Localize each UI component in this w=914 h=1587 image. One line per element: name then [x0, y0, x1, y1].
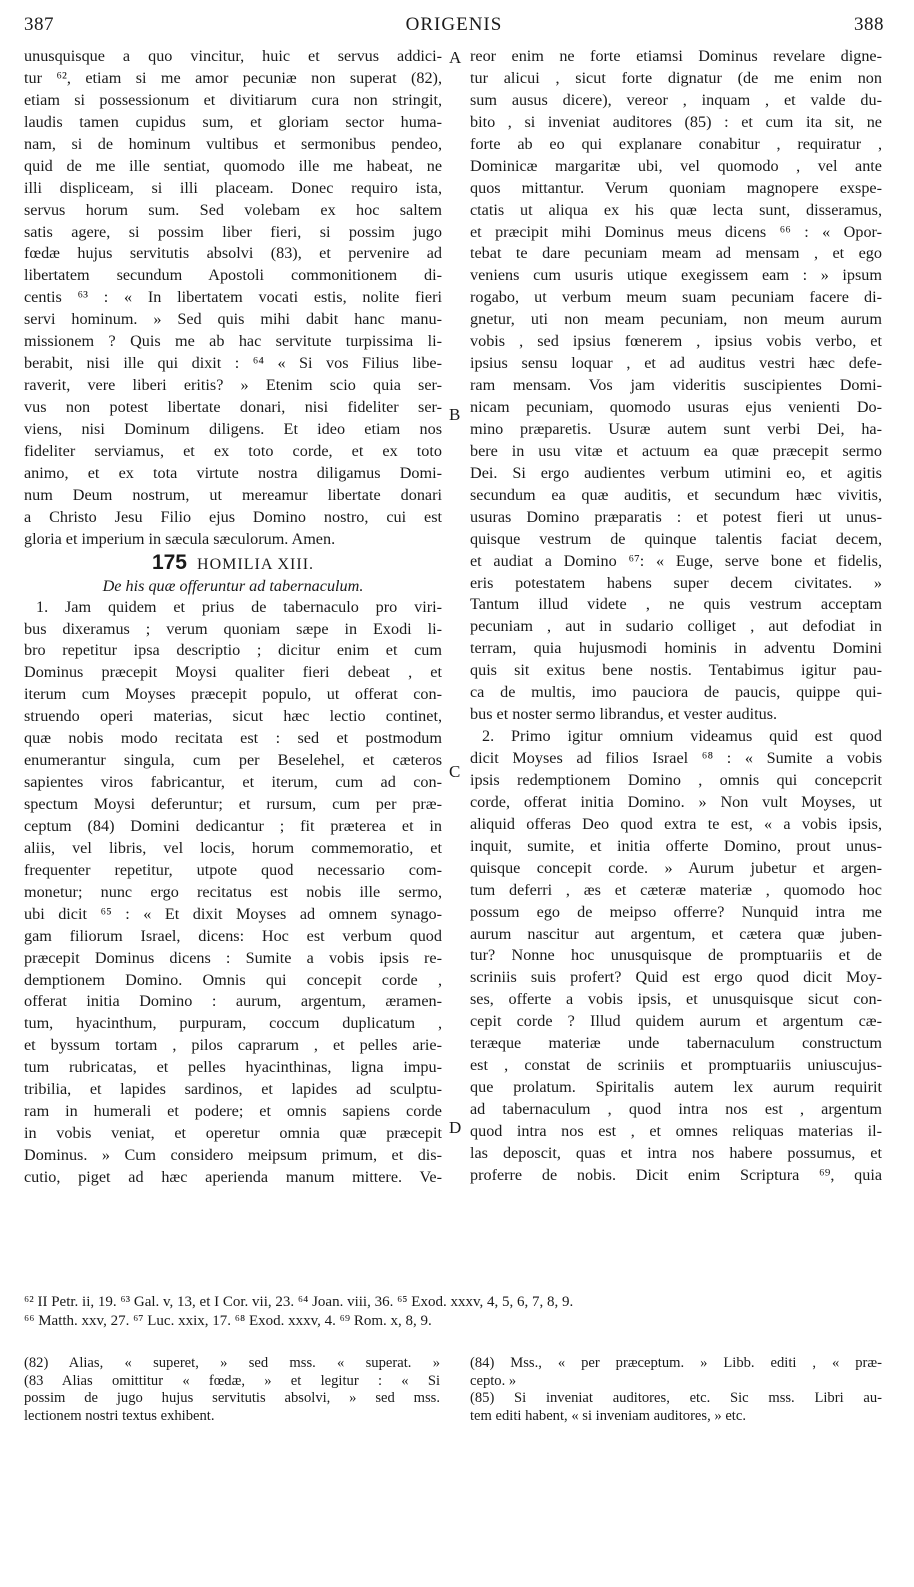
margin-letter-d: D: [449, 1118, 462, 1137]
text-line: nicam pecuniam, quomodo usuras ejus venienti Do-: [470, 398, 882, 416]
text-line: fideliter serviamus, et ex toto corde, et ex toto: [24, 441, 442, 460]
text-line: tum rubricatas, et pelles hyacinthinas, ligna impu-: [24, 1058, 442, 1077]
left-column: [24, 46, 442, 1189]
text-line: offerat initia Domino : aurum, argentum, æramen-: [24, 992, 442, 1011]
text-line: fœdæ hujus servitutis absolvi (83), et pervenire ad: [24, 244, 442, 263]
text-line: ad tabernaculum , quod intra nos est , argentum: [470, 1100, 882, 1118]
text-line: tur ⁶², etiam si me amor pecuniæ non superat (82),: [24, 68, 442, 87]
text-line: terram, quia hujusmodi hominis in adventu Domini: [470, 639, 882, 658]
text-line: unusquisque a quo vincitur, huic et servus addici-: [24, 47, 442, 65]
text-line: et præcipit mihi Dominus meus dicens ⁶⁶ : « Opor-: [470, 222, 882, 241]
text-line: illi displiceam, si illi placeam. Donec requiro ista,: [24, 178, 442, 197]
text-line: quæ nobis modo recitata est : sed et postmodum: [24, 729, 442, 748]
text-line: possum ego de meipso offerre? Nunquid intra me: [470, 902, 882, 921]
text-line: ipsis redemptionem Domino , omnis qui concepcrit: [470, 770, 882, 789]
text-line: Tantum illud videte , ne quis vestrum acceptam: [470, 595, 882, 614]
text-line: ca de multis, imo pauciora de paucis, quippe qui-: [470, 683, 882, 702]
text-line: pecuniam , aut in sudario colliget , aut defodiat in: [470, 617, 882, 636]
text-line: bito , si inveniat auditores (85) : et cum ita sit, ne: [470, 112, 882, 131]
text-line: tur? Nonne hoc unusquisque de promptuariis et de: [470, 946, 882, 965]
right-paragraph-2: [470, 726, 882, 1187]
text-line: Dei. Si ergo audientes verbum utimini eo, et agitis: [470, 463, 882, 482]
text-line: quisque vestrum de quinque talentis faciat decem,: [470, 529, 882, 548]
text-line: bus et noster sermo librandus, et vester auditus.: [470, 705, 778, 724]
text-line: missionem ? Quis me ab hac servitute turpissima li-: [24, 332, 442, 351]
text-line: Dominus præcepit Moysi qualiter fieri debeat , et: [24, 663, 442, 682]
text-line: sum ausus dicere), vereor , inquam , et valde du-: [470, 90, 882, 109]
text-line: cutio, piget ad hæc aperienda manum mittere. Ve-: [24, 1167, 442, 1186]
right-column: [470, 46, 882, 1187]
homily-heading: [24, 551, 442, 575]
text-line: teræque materiæ unde tabernaculum constructum: [470, 1034, 882, 1053]
text-line: quisque concepit corde. » Aurum jubetur et argen-: [470, 858, 882, 877]
text-line: ram in humerali et podere; et omnis sapiens corde: [24, 1102, 442, 1121]
text-line: ceptum (84) Domini dedicantur ; fit præterea et in: [24, 816, 442, 835]
text-line: vobis , sed ipsius fœnerem , ipsius vobis verbo, et: [470, 332, 882, 351]
text-line: sapientes viros fabricantur, et iterum, cum ad con-: [24, 773, 442, 792]
text-line: quid de me ille sentiat, quomodo ille me habeat, ne: [24, 156, 442, 175]
running-head: [24, 14, 884, 40]
text-line: servi hominum. » Sed quis mihi dabit hanc manu-: [24, 310, 442, 329]
note-line: (85) Si inveniat auditores, etc. Sic mss. Libri au-: [470, 1390, 882, 1406]
text-line: bus dixeramus ; verum quoniam sæpe in Exodi li-: [24, 619, 442, 638]
text-line: tribilia, et lapides sardinos, et lapides ad sculptu-: [24, 1080, 442, 1099]
text-line: veniens cum usuris utique exegissem eam : » ipsum: [470, 266, 882, 285]
margin-letter-a: A: [449, 48, 462, 67]
homily-title: HOMILIA XIII.: [197, 555, 315, 573]
text-line: quod intra nos est , et omnes reliquas materias il-: [470, 1121, 882, 1140]
note-line: tem editi habent, « si inveniam auditores, » etc.: [470, 1407, 746, 1424]
note-line: (83 Alias omittitur « fœdæ, » et legitur : « Si: [24, 1372, 440, 1389]
text-line: inquit, sumite, et initia offerte Domino, prout unus-: [470, 836, 882, 855]
text-line: spectum Moysi deferuntur; et rursum, cum per præ-: [24, 795, 442, 813]
text-line: vus non potest libertate donari, nisi fideliter ser-: [24, 398, 442, 416]
footnote-line: ⁶⁶ Matth. xxv, 27. ⁶⁷ Luc. xxix, 17. ⁶⁸ Exod. xxxv, 4. ⁶⁹ Rom. x, 8, 9.: [24, 1313, 432, 1329]
text-line: tebat te dare pecuniam meam ad mensam , et ego: [470, 244, 882, 263]
text-line: Dominus. » Cum considero meipsum primum, et dis-: [24, 1146, 442, 1164]
note-line: lectionem nostri textus exhibent.: [24, 1407, 215, 1424]
note-line: cepto. »: [470, 1372, 517, 1389]
text-line: ram mensam. Vos jam videritis suscipientes Domi-: [470, 376, 882, 395]
text-line: aliis, vel libris, vel locis, horum commemoratio, et: [24, 838, 442, 857]
text-line: tum deferri , æs et cæteræ materiæ , quomodo hoc: [470, 880, 882, 899]
text-line: est , constat de scriniis et promptuariis uniuscujus-: [470, 1056, 882, 1075]
text-line: animo, et ex tota virtute nostra diligamus Domi-: [24, 463, 442, 482]
text-line: et byssum tortam , pilos caprarum , et pelles arie-: [24, 1036, 442, 1055]
text-line: forte ab eo qui explanare conabitur , requiratur ,: [470, 134, 882, 153]
right-paragraph-1: [470, 46, 882, 726]
text-line: gnetur, uti non meam pecuniam, non meum aurum: [470, 310, 882, 329]
note-line: (82) Alias, « superet, » sed mss. « superat. »: [24, 1355, 440, 1371]
text-line: struendo operi materias, sicut hæc lectio continet,: [24, 707, 442, 726]
text-line: iterum cum Moyses præcepit populo, ut offerat con-: [24, 685, 442, 704]
editorial-notes-right: [470, 1355, 882, 1425]
text-line: quis sit exitus bene nostis. Tentabimus igitur pau-: [470, 661, 882, 680]
text-line: cepit corde ? Illud quidem aurum et argentum cæ-: [470, 1012, 882, 1031]
text-line: ipsius sensu loquar , et ad auditus vestri hæc defe-: [470, 354, 882, 373]
text-line: dicit Moyses ad filios Israel ⁶⁸ : « Sumite a vobis: [470, 749, 882, 767]
text-line: nam, si de hominum vultibus et sermonibus pendeo,: [24, 134, 442, 153]
margin-letter-b: B: [449, 405, 461, 424]
text-line: enumerantur singula, cum per Beselehel, et cæteros: [24, 751, 442, 770]
text-line: reor enim ne forte etiamsi Dominus revelare digne-: [470, 47, 882, 65]
text-line: usuras Domino præparatis : et potest fieri ut unus-: [470, 507, 882, 526]
text-line: Dominicæ margaritæ ubi, vel quomodo , vel ante: [470, 156, 882, 175]
text-line: libertatem secundum Apostoli commonitionem di-: [24, 266, 442, 285]
text-line: aurum nascitur aut argentum, et cætera quæ juben-: [470, 924, 882, 943]
text-line: tum, hyacinthum, purpuram, coccum duplicatum ,: [24, 1014, 442, 1033]
text-line: centis ⁶³ : « In libertatem vocati estis, nolite fieri: [24, 288, 442, 307]
text-line: raverit, vere liberi eritis? » Etenim scio quia ser-: [24, 376, 442, 395]
homily-number: 175: [151, 550, 187, 574]
text-line: eris potestatem habens super decem civitates. »: [470, 573, 882, 592]
scripture-footnotes: [24, 1293, 890, 1331]
text-line: in vobis veniat, et operetur omnia quæ præcepit: [24, 1124, 442, 1143]
note-line: (84) Mss., « per præceptum. » Libb. editi , « præ-: [470, 1355, 882, 1371]
text-line: servus horum sum. Sed volebam ex hoc saltem: [24, 200, 442, 219]
text-line: frequenter repetitur, utpote quod necessario com-: [24, 860, 442, 879]
text-line: tur alicui , sicut forte dignatur (de me enim non: [470, 68, 882, 87]
footnote-line: ⁶² II Petr. ii, 19. ⁶³ Gal. v, 13, et I Cor. vii, 23. ⁶⁴ Joan. viii, 36. ⁶⁵ Exod. xxxv, 4, 5, 6, 7, 8, 9.: [24, 1294, 574, 1310]
text-line: rogabo, ut verbum meum suam pecuniam facere di-: [470, 288, 882, 307]
editorial-notes-left: [24, 1355, 440, 1425]
text-line: ctatis ut aliqua ex his quæ lecta sunt, disseramus,: [470, 200, 882, 219]
text-line: mino præparetis. Usuræ autem sunt verbi Dei, ha-: [470, 419, 882, 438]
text-line: demptionem Domino. Omnis qui concepit corde ,: [24, 970, 442, 989]
text-line: berabit, nisi ille qui dixit : ⁶⁴ « Si vos Filius libe-: [24, 354, 442, 373]
note-line: possim de jugo hujus servitutis absolvi, » sed mss.: [24, 1390, 440, 1406]
text-line: num Deum nostrum, ut mereamur libertate donari: [24, 485, 442, 504]
text-line: etiam si possessionum et divitiarum cura non stringit,: [24, 90, 442, 109]
text-line: 1. Jam quidem et prius de tabernaculo pro viri-: [36, 597, 442, 616]
text-line: quos mittantur. Verum quoniam magnopere exspe-: [470, 178, 882, 197]
margin-letter-c: C: [449, 762, 461, 781]
text-line: monetur; nunc ergo recitatus est nobis ille sermo,: [24, 882, 442, 901]
text-line: ubi dicit ⁶⁵ : « Et dixit Moyses ad omnem synago-: [24, 904, 442, 923]
text-line: las deposcit, quas et intra nos habere possumus, et: [470, 1143, 882, 1162]
text-line: satis agere, si possim liber fieri, si possim jugo: [24, 222, 442, 241]
page-number-left: 387: [24, 14, 54, 35]
text-line: bere in usu vitæ et actuum ea quæ præcepit sermo: [470, 441, 882, 460]
text-line: secundum ea quæ auditis, et secundum hæc vivitis,: [470, 485, 882, 504]
left-paragraph-1: [24, 46, 442, 551]
text-line: præcepit Dominus dicens : Sumite a vobis ipsis re-: [24, 948, 442, 967]
text-line: corde, offerat initia Domino. » Non vult Moyses, ut: [470, 792, 882, 811]
text-line: laudis tamen cupidus sum, et gloriam sector huma-: [24, 112, 442, 131]
page-number-right: 388: [854, 14, 884, 35]
text-line: gloria et imperium in sæcula sæculorum. Amen.: [24, 529, 336, 548]
text-line: proferre de nobis. Dicit enim Scriptura ⁶⁹, quia: [470, 1165, 882, 1184]
text-line: bro repetitur ipsa descriptio ; dicitur enim et cum: [24, 641, 442, 660]
text-line: viens, nisi Dominum diligens. Et ideo etiam nos: [24, 419, 442, 438]
text-line: gam filiorum Israel, dicens: Hoc est verbum quod: [24, 926, 442, 945]
text-line: scriniis suis profert? Quid est ergo quod dicit Moy-: [470, 968, 882, 987]
text-line: 2. Primo igitur omnium videamus quid est quod: [482, 727, 882, 746]
left-paragraph-2: [24, 597, 442, 1189]
homily-subtitle: De his quæ offeruntur ad tabernaculum.: [102, 576, 364, 595]
text-line: a Christo Jesu Filio ejus Domino nostro, cui est: [24, 507, 442, 526]
text-line: ses, offerte a vobis ipsis, et unusquisque sicut con-: [470, 990, 882, 1009]
running-title: ORIGENIS: [405, 14, 503, 35]
text-line: et audiat a Domino ⁶⁷: « Euge, serve bone et fidelis,: [470, 551, 882, 570]
text-line: aliquid offeras Deo quod extra te est, « a vobis ipsis,: [470, 814, 882, 833]
text-line: que prolatum. Spiritalis autem lex aurum requirit: [470, 1078, 882, 1097]
